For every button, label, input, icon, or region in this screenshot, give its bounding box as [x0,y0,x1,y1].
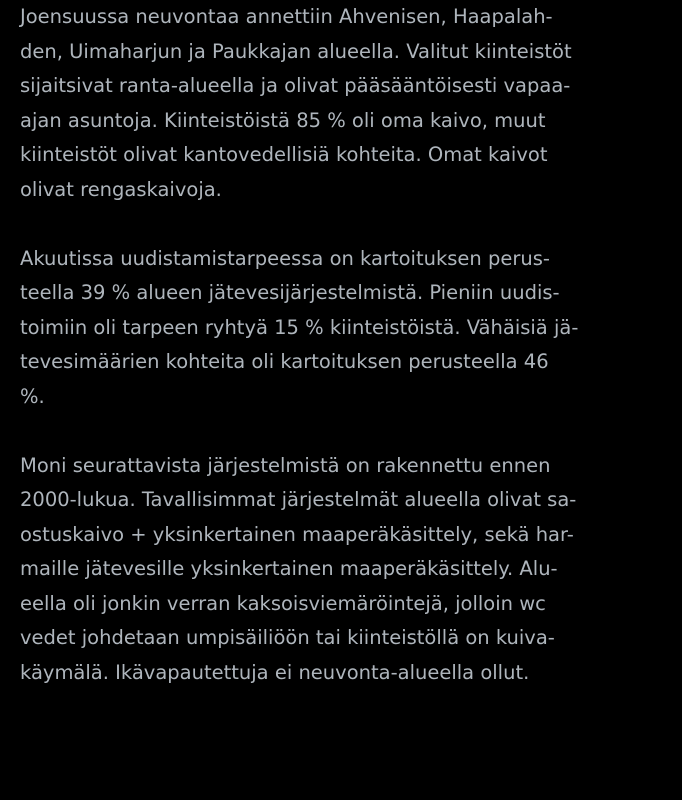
text-line: vedet johdetaan umpisäiliöön tai kiinteistöllä on kuiva- [20,626,555,649]
text-line: Joensuussa neuvontaa annettiin Ahvenisen, Haapalah- [20,5,553,28]
text-line: eella oli jonkin verran kaksoisviemäröintejä, jolloin wc [20,591,546,615]
text-line: maille jätevesille yksinkertainen maaperäkäsittely. Alu- [20,557,558,580]
text-line: tevesimäärien kohteita oli kartoituksen perusteella 46 [20,350,549,373]
text-line: 2000-lukua. Tavallisimmat järjestelmät alueella olivat sa- [20,488,577,511]
text-line: Akuutissa uudistamistarpeessa on kartoituksen perus- [20,246,550,270]
text-line: teella 39 % alueen jätevesijärjestelmistä. Pieniin uudis- [20,281,560,304]
text-line: käymälä. Ikävapautettuja ei neuvonta-alueella ollut. [20,660,530,684]
text-line: ajan asuntoja. Kiinteistöistä 85 % oli oma kaivo, muut [20,108,546,132]
text-line: toimiin oli tarpeen ryhtyä 15 % kiinteistöistä. Vähäisiä jä- [20,315,579,339]
text-line: %. [20,384,45,408]
text-line: sijaitsivat ranta-alueella ja olivat pääsääntöisesti vapaa- [20,74,571,97]
text-line: kiinteistöt olivat kantovedellisiä kohteita. Omat kaivot [20,143,548,166]
paragraph-2 [20,242,670,415]
paragraph-1 [20,0,670,207]
text-line: den, Uimaharjun ja Paukkajan alueella. Valitut kiinteistöt [20,39,572,63]
document-body [20,0,670,725]
text-line: ostuskaivo + yksinkertainen maaperäkäsittely, sekä har- [20,522,574,546]
text-line: olivat rengaskaivoja. [20,177,222,201]
text-line: Moni seurattavista järjestelmistä on rakennettu ennen [20,453,551,477]
paragraph-3 [20,449,670,691]
